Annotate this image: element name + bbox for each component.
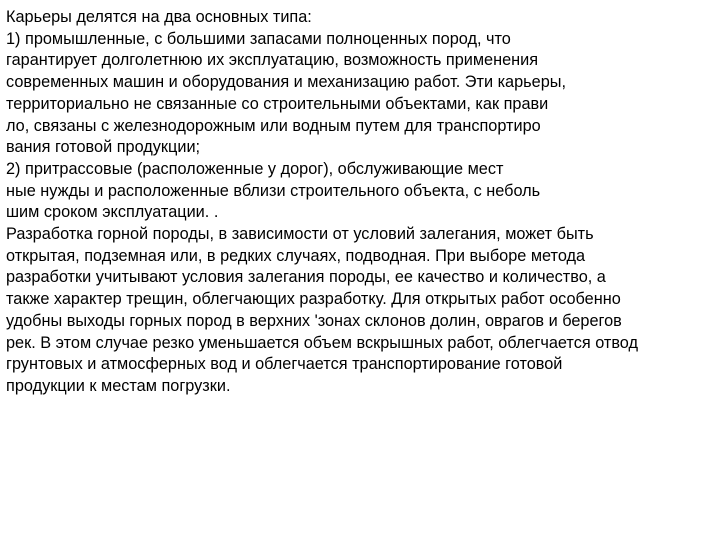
text-line: рек. В этом случае резко уменьшается объем вскрышных работ, облегчается отвод	[6, 333, 639, 352]
text-line: современных машин и оборудования и механизацию работ. Эти карьеры,	[6, 73, 566, 92]
text-line: разработки учитывают условия залегания породы, ее качество и количество, а	[6, 268, 606, 287]
text-line: Карьеры делятся на два основных типа:	[6, 8, 312, 26]
text-line: также характер трещин, облегчающих разработку. Для открытых работ особенно	[6, 290, 621, 309]
text-line: шим сроком эксплуатации. .	[6, 203, 219, 222]
text-line: продукции к местам погрузки.	[6, 376, 231, 395]
text-line: 2) притрассовые (расположенные у дорог), обслуживающие мест	[6, 159, 504, 178]
text-line: грунтовых и атмосферных вод и облегчается транспортирование готовой	[6, 355, 563, 374]
body-text	[6, 7, 718, 398]
text-line: Разработка горной породы, в зависимости от условий залегания, может быть	[6, 225, 594, 244]
text-line: вания готовой продукции;	[6, 138, 201, 157]
text-line: ные нужды и расположенные вблизи строительного объекта, с неболь	[6, 181, 541, 200]
text-line: удобны выходы горных пород в верхних 'зонах склонов долин, оврагов и берегов	[6, 311, 622, 330]
text-line: ло, связаны с железнодорожным или водным путем для транспортиро	[6, 116, 541, 135]
text-line: открытая, подземная или, в редких случаях, подводная. При выборе метода	[6, 246, 586, 265]
text-line: 1) промышленные, с большими запасами полноценных пород, что	[6, 29, 511, 48]
text-line: территориально не связанные со строительными объектами, как прави	[6, 94, 549, 113]
text-line: гарантирует долголетнюю их эксплуатацию, возможность применения	[6, 51, 539, 70]
